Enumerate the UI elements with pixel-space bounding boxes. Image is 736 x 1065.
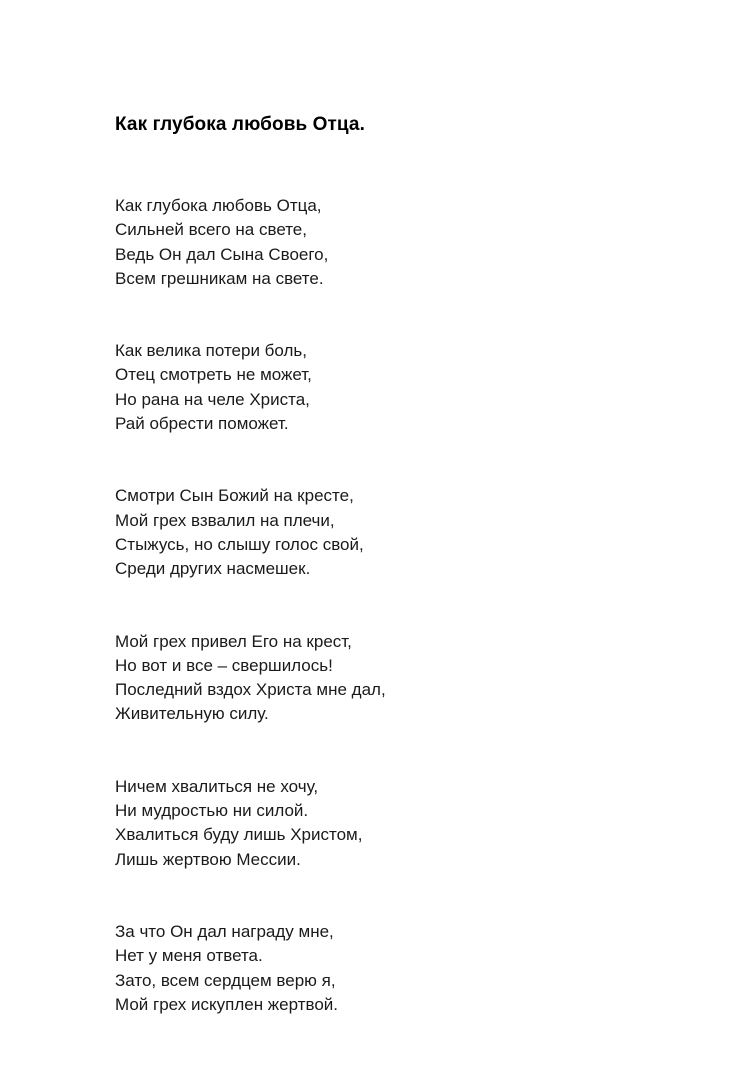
poem-line: Последний вздох Христа мне дал, [115,680,386,700]
poem-line: Всем грешникам на свете. [115,268,324,288]
poem-line: Но рана на челе Христа, [115,389,310,409]
poem-line: Ведь Он дал Сына Своего, [115,244,329,264]
document-title: Как глубока любовь Отца. [115,114,365,135]
poem-line: Мой грех взвалил на плечи, [115,510,335,530]
poem-line: Мой грех искуплен жертвой. [115,994,339,1014]
poem-line: Стыжусь, но слышу голос свой, [115,534,364,554]
poem-line: Живительную силу. [115,704,269,724]
poem-line: Среди других насмешек. [115,559,311,579]
poem-line: Отец смотреть не может, [115,365,312,385]
stanza-4 [115,630,675,727]
stanza-5 [115,775,675,872]
poem-line: Рай обрести поможет. [115,414,289,434]
poem-line: Смотри Сын Божий на кресте, [115,486,354,506]
poem-line: За что Он дал награду мне, [115,921,334,941]
poem-line: Зато, всем сердцем верю я, [115,970,336,990]
poem-line: Как глубока любовь Отца, [115,196,322,215]
poem-line: Нет у меня ответа. [115,946,263,966]
stanza-6 [115,920,675,1017]
stanza-1 [115,194,675,291]
poem-body [115,194,675,1065]
poem-line: Но вот и все – свершилось! [115,655,333,675]
poem-line: Ничем хвалиться не хочу, [115,776,319,796]
poem-line: Лишь жертвою Мессии. [115,849,301,869]
poem-line: Хвалиться буду лишь Христом, [115,825,363,845]
poem-line: Мой грех привел Его на крест, [115,631,352,651]
poem-line: Ни мудростью ни силой. [115,801,309,821]
stanza-2 [115,339,675,436]
poem-line: Сильней всего на свете, [115,220,307,240]
poem-line: Как велика потери боль, [115,341,307,361]
stanza-3 [115,484,675,581]
